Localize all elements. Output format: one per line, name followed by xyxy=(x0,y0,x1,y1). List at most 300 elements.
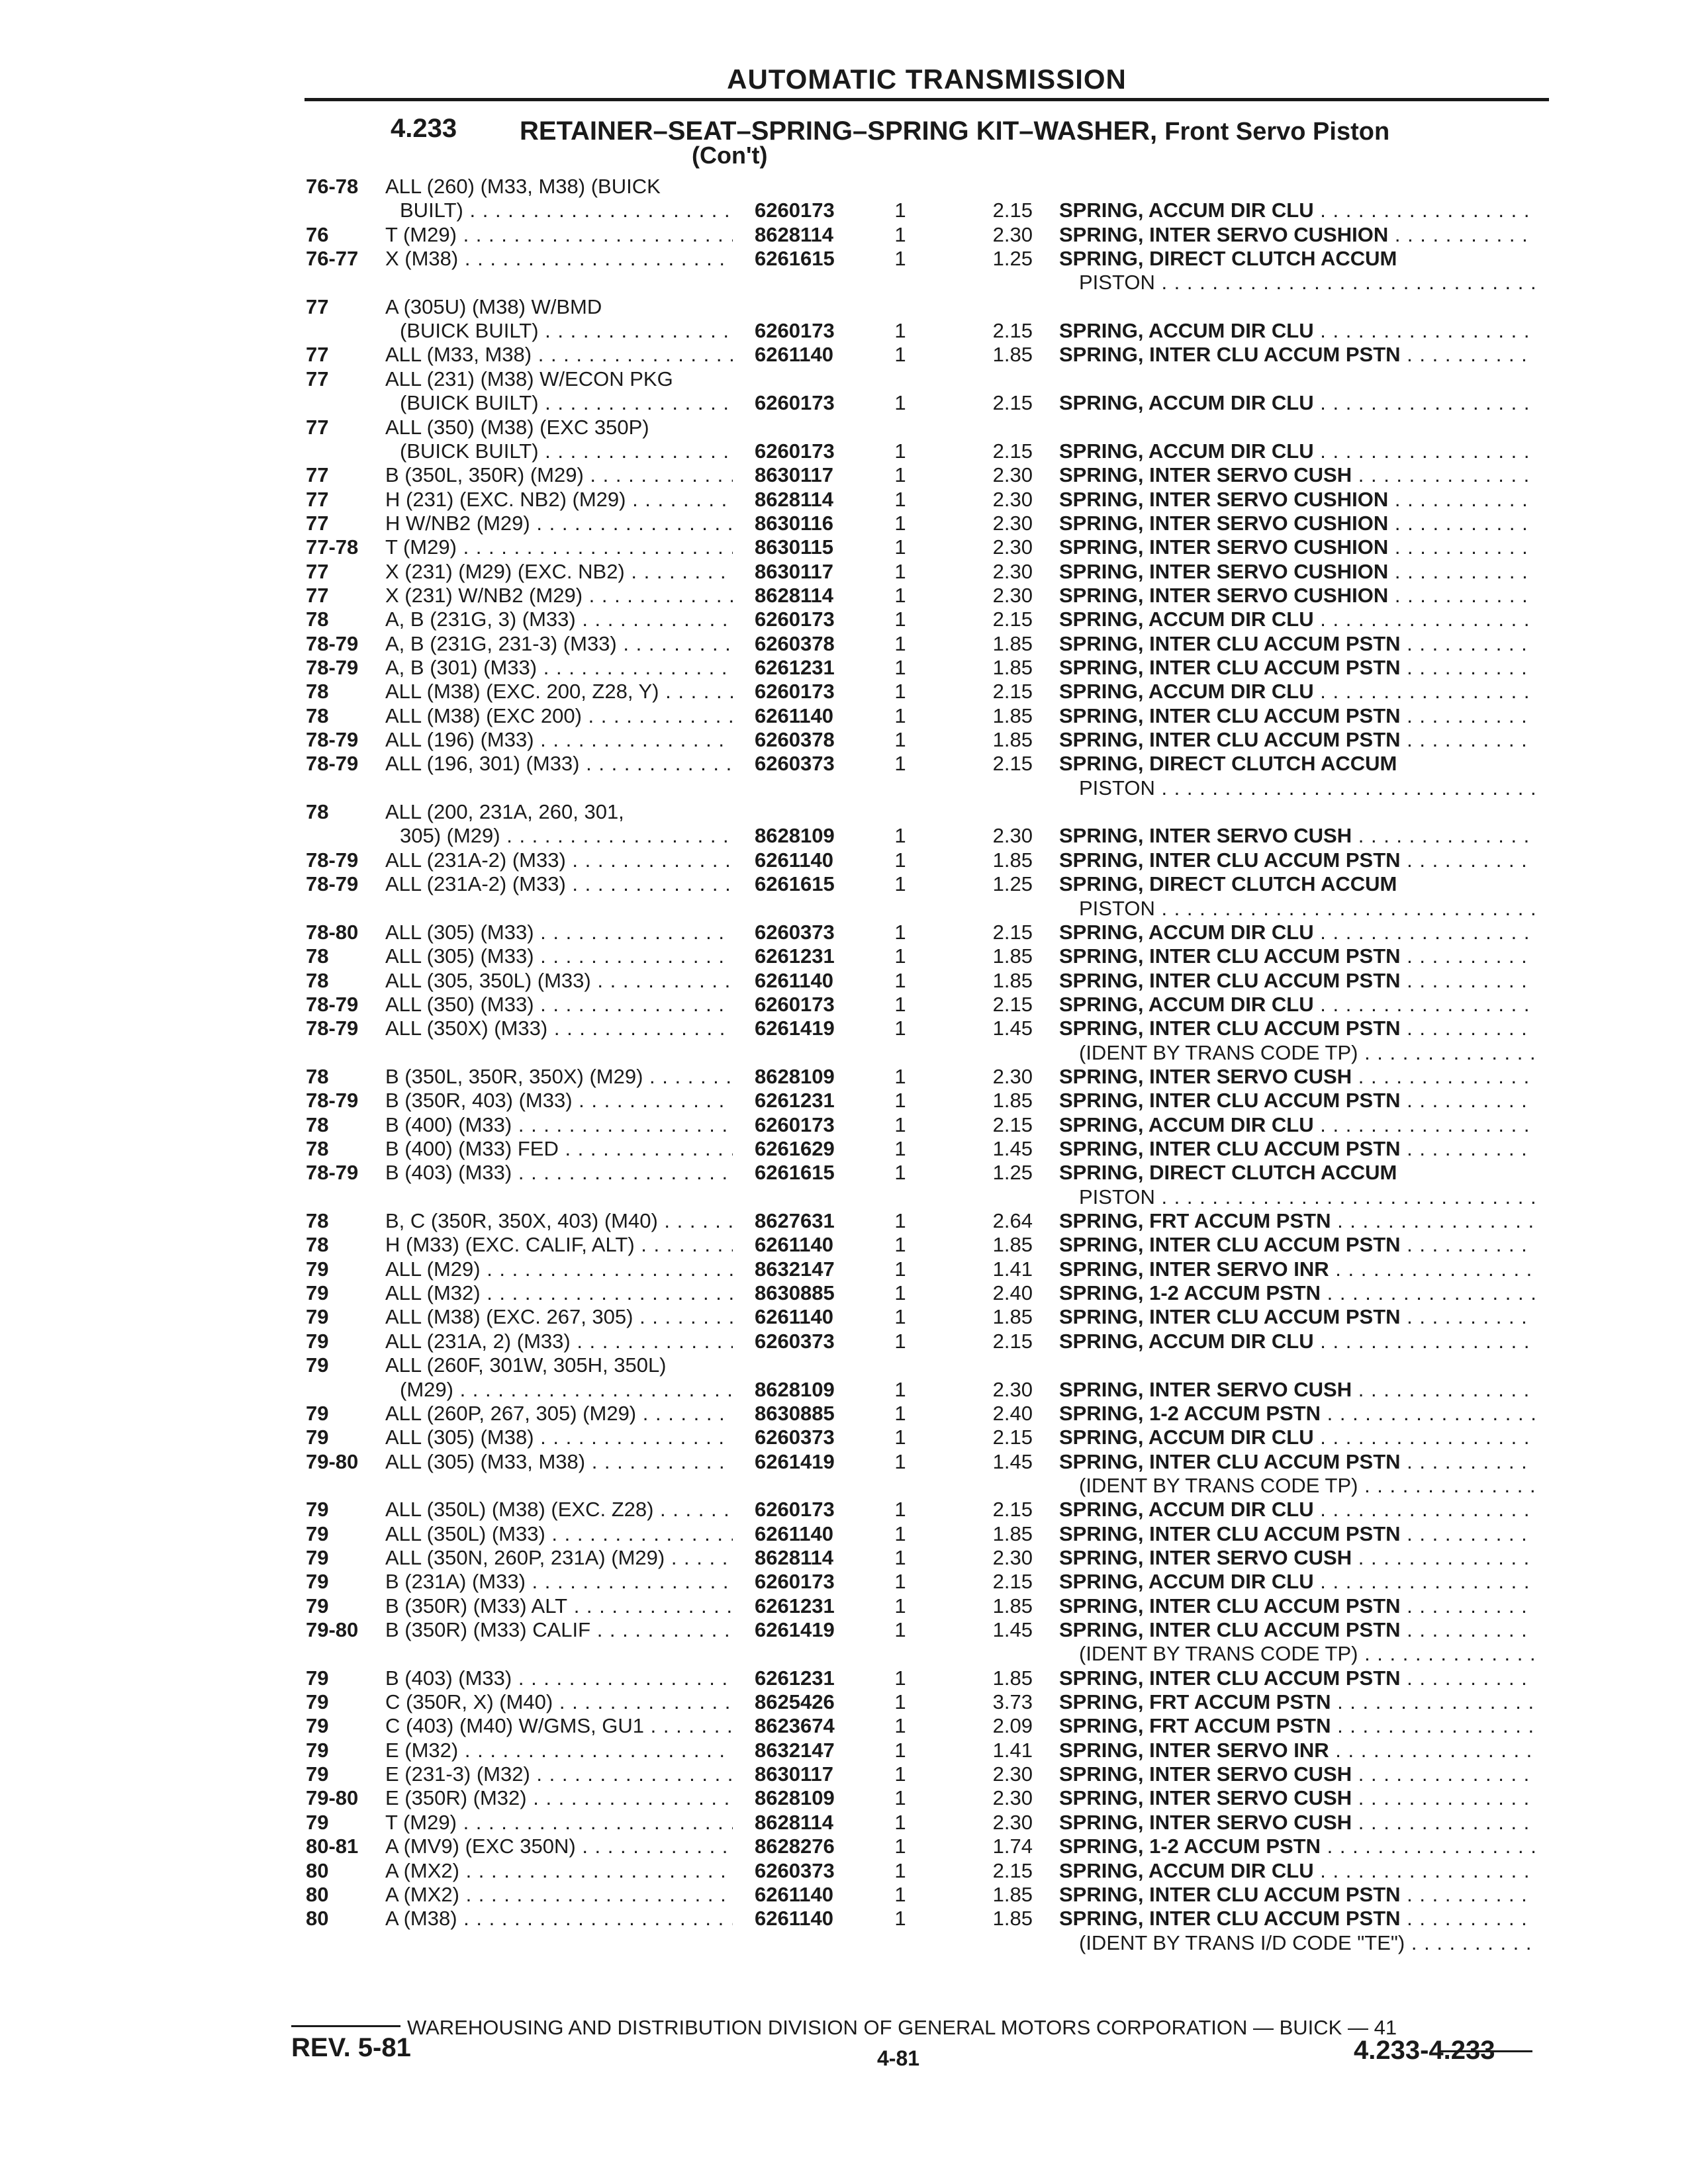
footer-division: WAREHOUSING AND DISTRIBUTION DIVISION OF GENERAL MOTORS CORPORATION — BUICK — 41 xyxy=(407,2016,1397,2039)
row-part-number: 8623674 xyxy=(755,1714,835,1738)
table-row xyxy=(0,871,1688,897)
row-year: 78 xyxy=(306,1064,329,1088)
row-application: ALL (196, 301) (M33) . . . xyxy=(385,751,733,777)
row-year: 78 xyxy=(306,680,329,704)
table-row xyxy=(0,1424,1688,1451)
row-year: 76 xyxy=(306,222,329,246)
row-year: 79 xyxy=(306,1498,329,1522)
row-quantity: 1 xyxy=(894,680,906,704)
table-row xyxy=(0,1569,1688,1595)
row-part-number: 6260173 xyxy=(755,992,835,1016)
row-application: A (M38) . . . xyxy=(385,1905,733,1932)
row-price: 2.30 xyxy=(992,463,1033,487)
row-description: SPRING, ACCUM DIR CLU . . . xyxy=(1059,678,1536,705)
row-application: ALL (231) (M38) W/ECON PKG xyxy=(385,367,673,390)
row-price: 2.09 xyxy=(992,1714,1033,1738)
row-description: SPRING, INTER CLU ACCUM PSTN . . . xyxy=(1059,727,1536,753)
row-year: 78-79 xyxy=(306,656,359,679)
row-price: 2.40 xyxy=(992,1401,1033,1425)
row-quantity: 1 xyxy=(894,1882,906,1906)
table-row xyxy=(0,1473,1688,1499)
row-price: 2.15 xyxy=(992,1858,1033,1882)
row-year: 79 xyxy=(306,1762,329,1786)
row-description: SPRING, INTER SERVO CUSHION . . . xyxy=(1059,486,1536,513)
row-part-number: 8630117 xyxy=(755,463,833,487)
table-row xyxy=(0,486,1688,513)
row-application: ALL (305) (M33, M38) . . . xyxy=(385,1449,733,1475)
row-description: SPRING, INTER CLU ACCUM PSTN . . . xyxy=(1059,1087,1536,1114)
row-part-number: 8628114 xyxy=(755,1810,833,1834)
row-year: 79 xyxy=(306,1690,329,1714)
row-quantity: 1 xyxy=(894,848,906,872)
row-quantity: 1 xyxy=(894,559,906,583)
page-number: 4-81 xyxy=(877,2046,920,2070)
row-quantity: 1 xyxy=(894,1426,906,1449)
row-price: 1.41 xyxy=(992,1257,1033,1281)
row-price: 1.85 xyxy=(992,944,1033,968)
row-year: 76-77 xyxy=(306,247,359,271)
row-description: SPRING, DIRECT CLUTCH ACCUM xyxy=(1059,1161,1397,1185)
table-row xyxy=(0,631,1688,657)
table-row xyxy=(0,943,1688,970)
row-application: B (350R) (M33) ALT . . . xyxy=(385,1593,733,1619)
table-row xyxy=(0,799,1688,825)
table-row xyxy=(0,968,1688,994)
row-description: SPRING, INTER SERVO CUSH . . . xyxy=(1059,1809,1536,1836)
row-description: (IDENT BY TRANS CODE TP) . . . xyxy=(1059,1473,1536,1499)
row-part-number: 8630117 xyxy=(755,559,833,583)
row-description: SPRING, DIRECT CLUTCH ACCUM xyxy=(1059,872,1397,896)
row-application: B (403) (M33) . . . xyxy=(385,1160,733,1186)
row-price: 2.30 xyxy=(992,1810,1033,1834)
row-part-number: 6260173 xyxy=(755,199,835,222)
table-row xyxy=(0,1352,1688,1379)
section-range: 4.233-4.233 xyxy=(1354,2036,1495,2065)
row-year: 80-81 xyxy=(306,1835,359,1858)
row-part-number: 6261140 xyxy=(755,968,833,992)
row-year: 79-80 xyxy=(306,1618,359,1641)
row-application: T (M29) . . . xyxy=(385,222,733,248)
row-description: SPRING, INTER SERVO CUSHION . . . xyxy=(1059,534,1536,561)
row-application: ALL (350L) (M38) (EXC. Z28) . . . xyxy=(385,1496,733,1523)
row-description: PISTON . . . xyxy=(1059,895,1536,922)
row-year: 78-79 xyxy=(306,992,359,1016)
section-title xyxy=(520,116,1389,146)
row-description: SPRING, INTER CLU ACCUM PSTN . . . xyxy=(1059,655,1536,681)
section-title-main: RETAINER–SEAT–SPRING–SPRING KIT–WASHER, xyxy=(520,116,1158,146)
row-price: 1.85 xyxy=(992,343,1033,367)
row-year: 78 xyxy=(306,800,329,824)
row-description: SPRING, INTER SERVO CUSH . . . xyxy=(1059,1761,1536,1788)
table-row xyxy=(0,1785,1688,1811)
row-application: ALL (M38) (EXC. 200, Z28, Y) . . . xyxy=(385,678,733,705)
row-quantity: 1 xyxy=(894,752,906,776)
row-application: (BUICK BUILT) . . . xyxy=(385,318,733,344)
row-quantity: 1 xyxy=(894,1545,906,1569)
row-price: 1.45 xyxy=(992,1137,1033,1160)
row-part-number: 8628114 xyxy=(755,1545,833,1569)
row-year: 79 xyxy=(306,1594,329,1617)
row-year: 78 xyxy=(306,608,329,631)
row-description: SPRING, INTER SERVO CUSHION . . . xyxy=(1059,582,1536,609)
table-row xyxy=(0,318,1688,344)
row-application: E (M32) . . . xyxy=(385,1737,733,1764)
row-description: SPRING, 1-2 ACCUM PSTN . . . xyxy=(1059,1833,1536,1860)
table-row xyxy=(0,366,1688,392)
row-year: 77 xyxy=(306,559,329,583)
table-row xyxy=(0,1641,1688,1667)
row-application: H (231) (EXC. NB2) (M29) . . . xyxy=(385,486,733,513)
row-year: 79 xyxy=(306,1281,329,1305)
row-application: ALL (350X) (M33) . . . xyxy=(385,1015,733,1042)
row-description: SPRING, INTER CLU ACCUM PSTN . . . xyxy=(1059,1232,1536,1258)
row-quantity: 1 xyxy=(894,824,906,848)
row-year: 77 xyxy=(306,463,329,487)
row-price: 2.30 xyxy=(992,1545,1033,1569)
section-title-sub: Front Servo Piston xyxy=(1164,118,1390,146)
revision-label: REV. 5-81 xyxy=(291,2033,411,2062)
row-price: 2.30 xyxy=(992,1786,1033,1810)
row-description: SPRING, ACCUM DIR CLU . . . xyxy=(1059,318,1536,344)
row-price: 1.45 xyxy=(992,1017,1033,1040)
table-row xyxy=(0,1593,1688,1619)
row-quantity: 1 xyxy=(894,1690,906,1714)
row-quantity: 1 xyxy=(894,1858,906,1882)
table-row xyxy=(0,678,1688,705)
row-description: SPRING, ACCUM DIR CLU . . . xyxy=(1059,438,1536,465)
row-quantity: 1 xyxy=(894,920,906,944)
row-price: 2.15 xyxy=(992,920,1033,944)
row-price: 2.30 xyxy=(992,583,1033,607)
row-quantity: 1 xyxy=(894,319,906,343)
row-part-number: 8628109 xyxy=(755,824,835,848)
row-application: C (403) (M40) W/GMS, GU1 . . . xyxy=(385,1713,733,1739)
row-price: 1.85 xyxy=(992,704,1033,727)
row-part-number: 6260373 xyxy=(755,920,835,944)
row-description: SPRING, INTER CLU ACCUM PSTN . . . xyxy=(1059,1617,1536,1643)
row-year: 77 xyxy=(306,295,329,318)
row-application: ALL (231A-2) (M33) . . . xyxy=(385,847,733,874)
row-part-number: 8630885 xyxy=(755,1281,835,1305)
table-row xyxy=(0,1882,1688,1908)
row-application: ALL (260F, 301W, 305H, 350L) xyxy=(385,1353,667,1377)
table-row xyxy=(0,1617,1688,1643)
row-description: SPRING, INTER SERVO CUSH . . . xyxy=(1059,1545,1536,1571)
row-part-number: 6261140 xyxy=(755,1305,833,1329)
row-description: SPRING, INTER CLU ACCUM PSTN . . . xyxy=(1059,1521,1536,1547)
row-description: SPRING, INTER CLU ACCUM PSTN . . . xyxy=(1059,631,1536,657)
row-year: 79 xyxy=(306,1305,329,1329)
row-part-number: 6260173 xyxy=(755,1498,835,1522)
row-application: ALL (M32) . . . xyxy=(385,1280,733,1306)
table-row xyxy=(0,1665,1688,1692)
row-description: SPRING, ACCUM DIR CLU . . . xyxy=(1059,1424,1536,1451)
table-row xyxy=(0,1208,1688,1234)
row-description: SPRING, INTER SERVO CUSH . . . xyxy=(1059,823,1536,849)
table-row xyxy=(0,751,1688,777)
row-description: SPRING, INTER SERVO CUSH . . . xyxy=(1059,1064,1536,1090)
row-price: 2.15 xyxy=(992,319,1033,343)
row-price: 2.15 xyxy=(992,391,1033,415)
row-year: 79 xyxy=(306,1810,329,1834)
row-price: 2.15 xyxy=(992,608,1033,631)
table-row xyxy=(0,1087,1688,1114)
row-price: 2.15 xyxy=(992,1498,1033,1522)
row-description: SPRING, ACCUM DIR CLU . . . xyxy=(1059,197,1536,224)
row-part-number: 8628109 xyxy=(755,1064,835,1088)
row-year: 79 xyxy=(306,1329,329,1353)
row-application: T (M29) . . . xyxy=(385,1809,733,1836)
table-row xyxy=(0,1905,1688,1932)
row-quantity: 1 xyxy=(894,511,906,535)
row-part-number: 8628109 xyxy=(755,1786,835,1810)
table-row xyxy=(0,1328,1688,1355)
row-part-number: 8627631 xyxy=(755,1209,835,1233)
row-price: 1.85 xyxy=(992,1522,1033,1545)
row-year: 79 xyxy=(306,1738,329,1762)
row-application: ALL (231A, 2) (M33) . . . xyxy=(385,1328,733,1355)
row-part-number: 8625426 xyxy=(755,1690,835,1714)
row-price: 2.40 xyxy=(992,1281,1033,1305)
row-description: SPRING, ACCUM DIR CLU . . . xyxy=(1059,1328,1536,1355)
row-application: 305) (M29) . . . xyxy=(385,823,733,849)
row-quantity: 1 xyxy=(894,631,906,655)
row-quantity: 1 xyxy=(894,1137,906,1160)
row-description: SPRING, INTER CLU ACCUM PSTN . . . xyxy=(1059,1015,1536,1042)
table-row xyxy=(0,1232,1688,1258)
row-part-number: 6261615 xyxy=(755,247,835,271)
row-application: E (350R) (M32) . . . xyxy=(385,1785,733,1811)
row-description: SPRING, INTER SERVO INR . . . xyxy=(1059,1737,1536,1764)
row-application: B (350L, 350R, 350X) (M29) . . . xyxy=(385,1064,733,1090)
table-row xyxy=(0,1160,1688,1186)
row-price: 1.85 xyxy=(992,1907,1033,1931)
row-price: 2.64 xyxy=(992,1209,1033,1233)
table-row xyxy=(0,919,1688,946)
row-application: BUILT) . . . xyxy=(385,197,733,224)
row-quantity: 1 xyxy=(894,1786,906,1810)
row-year: 79 xyxy=(306,1666,329,1690)
row-part-number: 6261419 xyxy=(755,1449,835,1473)
row-description: SPRING, INTER CLU ACCUM PSTN . . . xyxy=(1059,1304,1536,1330)
row-description: SPRING, ACCUM DIR CLU . . . xyxy=(1059,1496,1536,1523)
row-quantity: 1 xyxy=(894,1401,906,1425)
table-row xyxy=(0,1737,1688,1764)
row-description: SPRING, FRT ACCUM PSTN . . . xyxy=(1059,1689,1536,1715)
row-application: B (350L, 350R) (M29) . . . xyxy=(385,462,733,488)
row-year: 77 xyxy=(306,583,329,607)
row-quantity: 1 xyxy=(894,1498,906,1522)
row-price: 2.30 xyxy=(992,824,1033,848)
title-rule xyxy=(305,98,1549,101)
row-application: H (M33) (EXC. CALIF, ALT) . . . xyxy=(385,1232,733,1258)
row-quantity: 1 xyxy=(894,1666,906,1690)
row-application: ALL (260P, 267, 305) (M29) . . . xyxy=(385,1400,733,1427)
row-description: SPRING, ACCUM DIR CLU . . . xyxy=(1059,1112,1536,1138)
row-description: PISTON . . . xyxy=(1059,1184,1536,1210)
row-quantity: 1 xyxy=(894,1113,906,1136)
row-part-number: 6260173 xyxy=(755,1570,835,1594)
row-year: 78-79 xyxy=(306,1017,359,1040)
row-price: 2.30 xyxy=(992,222,1033,246)
row-price: 2.15 xyxy=(992,199,1033,222)
table-row xyxy=(0,1689,1688,1715)
row-application: B (231A) (M33) . . . xyxy=(385,1569,733,1595)
row-application: A (MX2) . . . xyxy=(385,1858,733,1884)
row-part-number: 6260173 xyxy=(755,680,835,704)
row-price: 1.85 xyxy=(992,656,1033,679)
table-row xyxy=(0,246,1688,272)
row-description: SPRING, 1-2 ACCUM PSTN . . . xyxy=(1059,1400,1536,1427)
row-part-number: 6261231 xyxy=(755,944,835,968)
row-description: SPRING, INTER CLU ACCUM PSTN . . . xyxy=(1059,943,1536,970)
row-part-number: 6260173 xyxy=(755,608,835,631)
row-price: 2.30 xyxy=(992,1762,1033,1786)
table-row xyxy=(0,534,1688,561)
row-description: PISTON . . . xyxy=(1059,269,1536,296)
row-part-number: 6260173 xyxy=(755,391,835,415)
row-quantity: 1 xyxy=(894,1762,906,1786)
row-description: SPRING, INTER CLU ACCUM PSTN . . . xyxy=(1059,1882,1536,1908)
row-quantity: 1 xyxy=(894,1329,906,1353)
row-quantity: 1 xyxy=(894,1570,906,1594)
row-year: 78 xyxy=(306,704,329,727)
row-application: (BUICK BUILT) . . . xyxy=(385,438,733,465)
row-description: SPRING, FRT ACCUM PSTN . . . xyxy=(1059,1713,1536,1739)
row-price: 2.15 xyxy=(992,1329,1033,1353)
row-application: B (350R, 403) (M33) . . . xyxy=(385,1087,733,1114)
table-row xyxy=(0,1833,1688,1860)
table-row xyxy=(0,1304,1688,1330)
row-description: SPRING, INTER SERVO CUSH . . . xyxy=(1059,462,1536,488)
row-quantity: 1 xyxy=(894,1835,906,1858)
row-application: ALL (M33, M38) . . . xyxy=(385,341,733,368)
row-year: 79 xyxy=(306,1426,329,1449)
table-row xyxy=(0,1040,1688,1066)
row-part-number: 8628276 xyxy=(755,1835,835,1858)
row-price: 1.45 xyxy=(992,1618,1033,1641)
row-application: A (MV9) (EXC 350N) . . . xyxy=(385,1833,733,1860)
row-description: SPRING, ACCUM DIR CLU . . . xyxy=(1059,1569,1536,1595)
row-quantity: 1 xyxy=(894,872,906,896)
table-row xyxy=(0,1521,1688,1547)
table-row xyxy=(0,703,1688,729)
row-application: ALL (M38) (EXC. 267, 305) . . . xyxy=(385,1304,733,1330)
row-part-number: 6260173 xyxy=(755,1113,835,1136)
table-row xyxy=(0,775,1688,801)
row-part-number: 6260373 xyxy=(755,752,835,776)
row-part-number: 6260373 xyxy=(755,1329,835,1353)
table-row xyxy=(0,1136,1688,1162)
row-quantity: 1 xyxy=(894,1449,906,1473)
row-application: ALL (196) (M33) . . . xyxy=(385,727,733,753)
row-year: 77 xyxy=(306,511,329,535)
row-part-number: 8628114 xyxy=(755,487,833,511)
section-number: 4.233 xyxy=(391,114,457,143)
table-row xyxy=(0,1713,1688,1739)
row-description: SPRING, INTER CLU ACCUM PSTN . . . xyxy=(1059,1136,1536,1162)
row-price: 3.73 xyxy=(992,1690,1033,1714)
row-quantity: 1 xyxy=(894,656,906,679)
row-part-number: 6261419 xyxy=(755,1618,835,1641)
row-quantity: 1 xyxy=(894,728,906,752)
row-price: 1.85 xyxy=(992,728,1033,752)
row-quantity: 1 xyxy=(894,463,906,487)
row-part-number: 8628114 xyxy=(755,583,833,607)
table-row xyxy=(0,1761,1688,1788)
row-description: (IDENT BY TRANS I/D CODE "TE") . . . xyxy=(1059,1930,1536,1956)
row-application: ALL (200, 231A, 260, 301, xyxy=(385,800,624,824)
table-row xyxy=(0,1496,1688,1523)
row-year: 77-78 xyxy=(306,535,359,559)
row-application: B (400) (M33) FED . . . xyxy=(385,1136,733,1162)
row-quantity: 1 xyxy=(894,1281,906,1305)
row-price: 2.15 xyxy=(992,752,1033,776)
row-description: SPRING, INTER CLU ACCUM PSTN . . . xyxy=(1059,968,1536,994)
row-price: 1.85 xyxy=(992,1594,1033,1617)
row-price: 2.30 xyxy=(992,1377,1033,1401)
row-application: (M29) . . . xyxy=(385,1377,733,1403)
table-row xyxy=(0,823,1688,849)
row-year: 79 xyxy=(306,1522,329,1545)
row-application: ALL (M38) (EXC 200) . . . xyxy=(385,703,733,729)
row-year: 78 xyxy=(306,1137,329,1160)
row-part-number: 6261419 xyxy=(755,1017,835,1040)
row-description: SPRING, ACCUM DIR CLU . . . xyxy=(1059,1858,1536,1884)
row-application: ALL (260) (M33, M38) (BUICK xyxy=(385,175,661,198)
row-quantity: 1 xyxy=(894,608,906,631)
row-description: SPRING, DIRECT CLUTCH ACCUM xyxy=(1059,247,1397,271)
row-description: SPRING, 1-2 ACCUM PSTN . . . xyxy=(1059,1280,1536,1306)
row-part-number: 8630117 xyxy=(755,1762,833,1786)
row-part-number: 6261629 xyxy=(755,1137,835,1160)
row-application: B (403) (M33) . . . xyxy=(385,1665,733,1692)
row-part-number: 6261615 xyxy=(755,872,835,896)
row-year: 78-79 xyxy=(306,728,359,752)
row-description: SPRING, INTER CLU ACCUM PSTN . . . xyxy=(1059,1593,1536,1619)
row-price: 2.30 xyxy=(992,559,1033,583)
row-quantity: 1 xyxy=(894,704,906,727)
row-quantity: 1 xyxy=(894,1618,906,1641)
table-row xyxy=(0,269,1688,296)
row-application: T (M29) . . . xyxy=(385,534,733,561)
row-part-number: 8630885 xyxy=(755,1401,835,1425)
row-description: SPRING, ACCUM DIR CLU . . . xyxy=(1059,919,1536,946)
row-price: 2.15 xyxy=(992,992,1033,1016)
row-application: X (231) W/NB2 (M29) . . . xyxy=(385,582,733,609)
row-year: 78 xyxy=(306,1209,329,1233)
row-part-number: 6260173 xyxy=(755,439,835,463)
row-year: 79 xyxy=(306,1401,329,1425)
row-price: 1.85 xyxy=(992,1882,1033,1906)
row-quantity: 1 xyxy=(894,343,906,367)
table-row xyxy=(0,438,1688,465)
table-row xyxy=(0,606,1688,633)
row-quantity: 1 xyxy=(894,944,906,968)
table-row xyxy=(0,559,1688,585)
row-part-number: 6261615 xyxy=(755,1161,835,1185)
table-row xyxy=(0,727,1688,753)
row-application: (BUICK BUILT) . . . xyxy=(385,390,733,416)
row-application: E (231-3) (M32) . . . xyxy=(385,1761,733,1788)
table-row xyxy=(0,462,1688,488)
footer-rule-left xyxy=(291,2025,400,2027)
row-application: ALL (305) (M33) . . . xyxy=(385,919,733,946)
row-part-number: 6261231 xyxy=(755,1594,835,1617)
row-price: 2.15 xyxy=(992,1113,1033,1136)
row-year: 79 xyxy=(306,1353,329,1377)
row-quantity: 1 xyxy=(894,1209,906,1233)
